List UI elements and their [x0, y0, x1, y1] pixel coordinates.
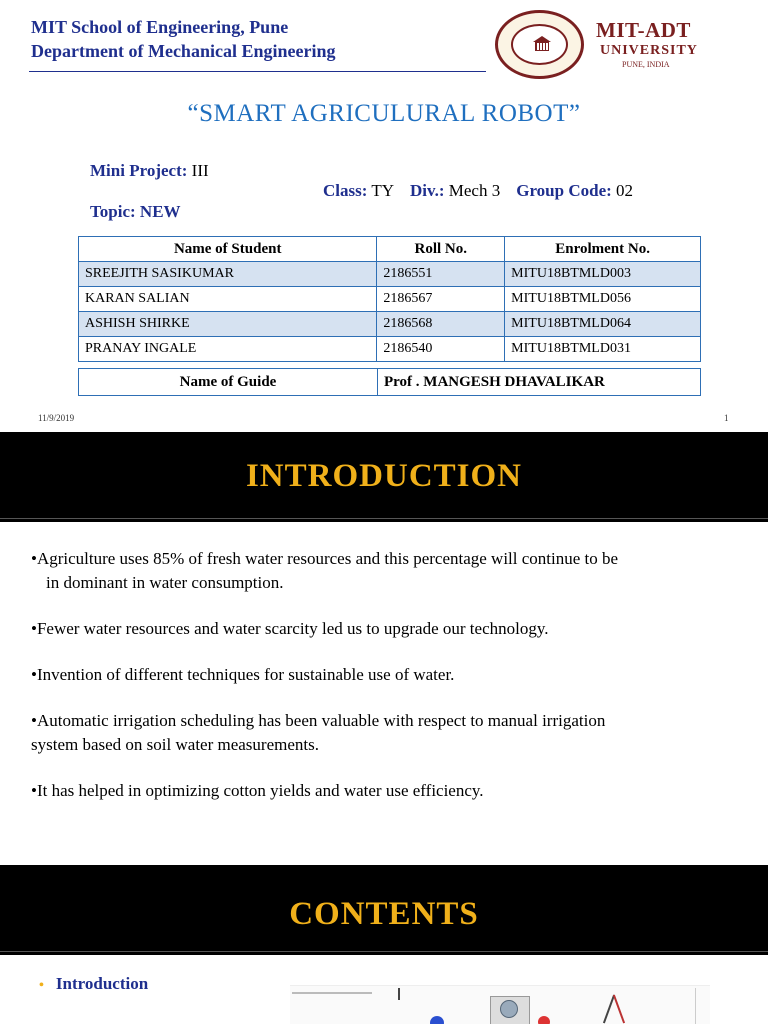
class-value: TY [367, 181, 395, 200]
class-info-line [323, 181, 633, 201]
header-name: Name of Student [79, 237, 377, 262]
student-name: PRANAY INGALE [79, 337, 377, 362]
student-enrolment: MITU18BTMLD031 [505, 337, 701, 362]
student-enrolment: MITU18BTMLD003 [505, 262, 701, 287]
bullet-item [31, 779, 731, 803]
student-enrolment: MITU18BTMLD056 [505, 287, 701, 312]
table-row [79, 262, 701, 287]
guide-name: Prof . MANGESH DHAVALIKAR [378, 369, 701, 396]
slide-number: 1 [724, 413, 729, 423]
contents-banner [0, 865, 768, 955]
introduction-banner [0, 432, 768, 522]
table-row [79, 312, 701, 337]
introduction-title: INTRODUCTION [245, 458, 523, 494]
student-roll: 2186568 [377, 312, 505, 337]
bullet-text: •It has helped in optimizing cotton yields and water use efficiency. [31, 781, 484, 800]
bullet-item [31, 663, 731, 687]
div-label: Div.: [410, 181, 445, 200]
student-name: SREEJITH SASIKUMAR [79, 262, 377, 287]
banner-divider [0, 951, 768, 952]
table-row [79, 287, 701, 312]
mini-project-line [90, 161, 209, 181]
introduction-bullets [31, 547, 731, 825]
student-enrolment: MITU18BTMLD064 [505, 312, 701, 337]
student-roll: 2186567 [377, 287, 505, 312]
table-header-row [79, 237, 701, 262]
logo-name: MIT-ADT [596, 18, 691, 42]
bullet-item [31, 617, 731, 641]
header-roll: Roll No. [377, 237, 505, 262]
bullet-text: •Automatic irrigation scheduling has been valuable with respect to manual irrigation [31, 711, 606, 730]
student-name: KARAN SALIAN [79, 287, 377, 312]
slide-date: 11/9/2019 [38, 413, 75, 423]
group-code-label: Group Code: [516, 181, 612, 200]
header-divider [29, 71, 491, 72]
bullet-text: •Fewer water resources and water scarcity led us to upgrade our technology. [31, 619, 549, 638]
department-name: Department of Mechanical Engineering [31, 41, 336, 61]
university-seal-icon [495, 10, 584, 79]
bullet-text-continued: system based on soil water measurements. [31, 735, 319, 754]
mini-project-value: III [187, 161, 209, 180]
header-enrolment: Enrolment No. [505, 237, 701, 262]
bullet-item [31, 709, 731, 757]
banner-divider [0, 518, 768, 519]
bullet-text: •Invention of different techniques for sustainable use of water. [31, 665, 455, 684]
logo-subtitle: UNIVERSITY [600, 43, 698, 58]
bullet-icon: • [39, 978, 44, 993]
student-roll: 2186551 [377, 262, 505, 287]
university-logo [486, 8, 722, 75]
bullet-item [31, 547, 731, 595]
topic-line [90, 202, 181, 222]
student-roll: 2186540 [377, 337, 505, 362]
topic-label: Topic: [90, 202, 136, 221]
bullet-text-continued: in dominant in water consumption. [46, 573, 284, 592]
contents-item-label: Introduction [55, 974, 149, 993]
institute-name: MIT School of Engineering, Pune [31, 17, 289, 37]
mini-project-label: Mini Project: [90, 161, 188, 180]
logo-place: PUNE, INDIA [622, 60, 670, 69]
guide-label: Name of Guide [79, 369, 378, 396]
robot-image [290, 985, 710, 1024]
bullet-text: •Agriculture uses 85% of fresh water resources and this percentage will continue to be [31, 549, 619, 568]
project-title: “SMART AGRICULURAL ROBOT” [187, 100, 581, 127]
contents-list-item [39, 974, 148, 994]
div-value: Mech 3 [444, 181, 501, 200]
group-code-value: 02 [611, 181, 634, 200]
student-name: ASHISH SHIRKE [79, 312, 377, 337]
table-row [79, 337, 701, 362]
guide-table [78, 368, 701, 396]
topic-value: NEW [135, 202, 181, 221]
title-slide [0, 0, 768, 432]
class-label: Class: [323, 181, 368, 200]
student-table [78, 236, 701, 362]
guide-row [79, 369, 701, 396]
contents-title: CONTENTS [289, 896, 479, 932]
